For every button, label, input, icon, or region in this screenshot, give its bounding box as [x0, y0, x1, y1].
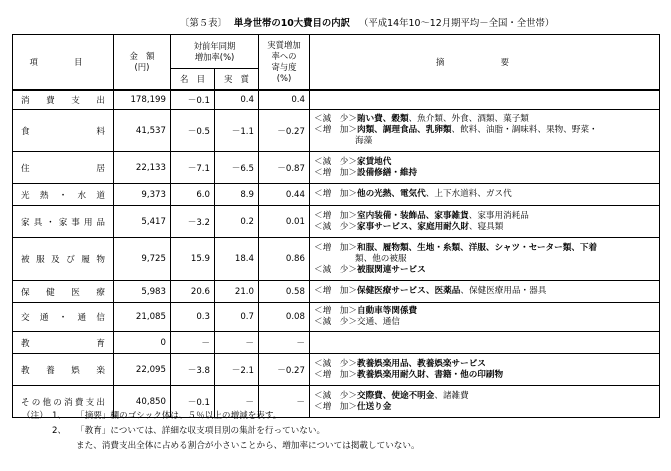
row-nominal-rate: －7.1 — [171, 152, 215, 184]
description-line: ＜減 少＞被服関連サービス — [314, 264, 426, 275]
notes: （注） 1、 「摘要」欄のゴシック体は、５％以上の増減を表す。 2、 「教育」については、詳細な収支項目別の集計を行っていない。 また、消費支出全体に占める割合が小さいことから、増加率については掲載していない。 — [22, 409, 420, 454]
notes-label: （注） — [22, 411, 48, 421]
row-nominal-rate: 6.0 — [171, 184, 215, 206]
row-item-name: その他の消費支出 — [13, 386, 114, 418]
row-contribution: － — [259, 332, 310, 354]
description-line: ＜減 少＞家賃地代 — [314, 156, 392, 167]
row-real-rate: 21.0 — [215, 281, 259, 303]
row-amount: 22,095 — [114, 354, 171, 386]
row-nominal-rate: 20.6 — [171, 281, 215, 303]
row-description — [310, 281, 660, 303]
row-nominal-rate: －3.8 — [171, 354, 215, 386]
row-amount: 5,417 — [114, 206, 171, 238]
row-description — [310, 238, 660, 281]
row-description — [310, 354, 660, 386]
row-item-name: 食料 — [13, 110, 114, 152]
description-line: ＜減 少＞賄い費、穀類、魚介類、外食、酒類、菓子類 — [314, 114, 529, 124]
row-real-rate: －1.1 — [215, 110, 259, 152]
row-item-name: 交通・通信 — [13, 303, 114, 332]
description-line: ＜増 加＞保健医療サービス、医薬品、保健医療用品・器具 — [314, 286, 547, 296]
row-amount: 40,850 — [114, 386, 171, 418]
table-row — [13, 90, 660, 110]
row-description — [310, 303, 660, 332]
row-amount: 9,373 — [114, 184, 171, 206]
row-contribution: 0.44 — [259, 184, 310, 206]
description-line: ＜減 少＞家事サービス、家庭用耐久財、寝具類 — [314, 221, 504, 232]
row-item-name: 被服及び履物 — [13, 238, 114, 281]
table-subtitle: （平成14年10～12月期平均－全国・全世帯） — [359, 18, 555, 29]
description-line: ＜増 加＞肉類、調理食品、乳卵類、飲料、油脂・調味料、果物、野菜・ — [314, 125, 598, 135]
header-real: 実 質 — [215, 69, 259, 90]
header-description: 摘 要 — [310, 35, 660, 90]
note-2-continued: また、消費支出全体に占める割合が小さいことから、増加率については掲載していない。 — [76, 441, 420, 451]
header-item: 項 目 — [13, 35, 114, 90]
row-description — [310, 206, 660, 238]
header-contribution: 実質増加 率への 寄与度 (%) — [259, 35, 310, 90]
note-1: 「摘要」欄のゴシック体は、５％以上の増減を表す。 — [76, 411, 282, 421]
row-real-rate: － — [215, 386, 259, 418]
description-line: ＜増 加＞仕送り金 — [314, 401, 392, 412]
row-description — [310, 152, 660, 184]
row-real-rate: －2.1 — [215, 354, 259, 386]
row-description — [310, 332, 660, 354]
table-row — [13, 354, 660, 386]
row-contribution: 0.08 — [259, 303, 310, 332]
description-line: ＜増 加＞室内装備・装飾品、家事雑貨、家事用消耗品 — [314, 210, 529, 221]
row-description — [310, 184, 660, 206]
row-real-rate: 18.4 — [215, 238, 259, 281]
row-real-rate: － — [215, 332, 259, 354]
row-contribution: －0.87 — [259, 152, 310, 184]
table-number: 〔第５表〕 — [180, 18, 227, 29]
row-amount: 5,983 — [114, 281, 171, 303]
row-item-name: 家具・家事用品 — [13, 206, 114, 238]
table-row — [13, 332, 660, 354]
row-nominal-rate: 15.9 — [171, 238, 215, 281]
header-nominal: 名 目 — [171, 69, 215, 90]
row-contribution: 0.86 — [259, 238, 310, 281]
row-contribution: 0.4 — [259, 90, 310, 110]
row-contribution: 0.01 — [259, 206, 310, 238]
row-real-rate: 0.2 — [215, 206, 259, 238]
description-line: ＜増 加＞教養娯楽用耐久財、書籍・他の印刷物 — [314, 369, 504, 380]
row-nominal-rate: 0.3 — [171, 303, 215, 332]
row-nominal-rate: －3.2 — [171, 206, 215, 238]
description-line: 海藻 — [355, 136, 373, 146]
description-line: ＜増 加＞設備修繕・維持 — [314, 167, 418, 178]
description-line: ＜増 加＞自動車等関係費 — [314, 306, 418, 316]
row-item-name: 教育 — [13, 332, 114, 354]
header-yoy: 対前年同期 増加率(%) — [171, 35, 259, 69]
row-description — [310, 90, 660, 110]
row-item-name: 住居 — [13, 152, 114, 184]
row-amount: 22,133 — [114, 152, 171, 184]
table-row — [13, 152, 660, 184]
row-contribution: －0.27 — [259, 354, 310, 386]
note-2: 「教育」については、詳細な収支項目別の集計を行っていない。 — [76, 426, 326, 436]
row-item-name: 保健医療 — [13, 281, 114, 303]
row-contribution: － — [259, 386, 310, 418]
row-description — [310, 110, 660, 152]
row-item-name: 消費支出 — [13, 90, 114, 110]
row-amount: 21,085 — [114, 303, 171, 332]
row-nominal-rate: －0.5 — [171, 110, 215, 152]
table-row — [13, 184, 660, 206]
row-real-rate: 0.7 — [215, 303, 259, 332]
row-nominal-rate: －0.1 — [171, 386, 215, 418]
row-amount: 178,199 — [114, 90, 171, 110]
description-line: ＜増 加＞和服、履物類、生地・糸類、洋服、シャツ・セーター類、下着 — [314, 242, 598, 253]
row-nominal-rate: －0.1 — [171, 90, 215, 110]
row-contribution: 0.58 — [259, 281, 310, 303]
description-line: ＜減 少＞交際費、使途不明金、諸雑費 — [314, 390, 469, 401]
row-real-rate: 0.4 — [215, 90, 259, 110]
description-line: 類、他の被服 — [355, 253, 407, 264]
row-contribution: －0.27 — [259, 110, 310, 152]
row-real-rate: －6.5 — [215, 152, 259, 184]
expenditure-table — [12, 34, 660, 418]
row-amount: 9,725 — [114, 238, 171, 281]
table-row — [13, 110, 660, 152]
row-amount: 41,537 — [114, 110, 171, 152]
table-main-title: 単身世帯の10大費目の内訳 — [233, 18, 351, 29]
row-amount: 0 — [114, 332, 171, 354]
table-row — [13, 281, 660, 303]
row-nominal-rate: － — [171, 332, 215, 354]
row-item-name: 教養娯楽 — [13, 354, 114, 386]
description-line: ＜減 少＞交通、通信 — [314, 317, 400, 327]
description-line: ＜減 少＞教養娯楽用品、教養娯楽サービス — [314, 358, 486, 369]
header-amount: 金 額 (円) — [114, 35, 171, 90]
table-row — [13, 238, 660, 281]
table-row — [13, 206, 660, 238]
description-line: ＜増 加＞他の光熱、電気代、上下水道料、ガス代 — [314, 189, 512, 199]
row-item-name: 光熱・水道 — [13, 184, 114, 206]
table-row — [13, 303, 660, 332]
table-title — [180, 15, 554, 29]
row-real-rate: 8.9 — [215, 184, 259, 206]
